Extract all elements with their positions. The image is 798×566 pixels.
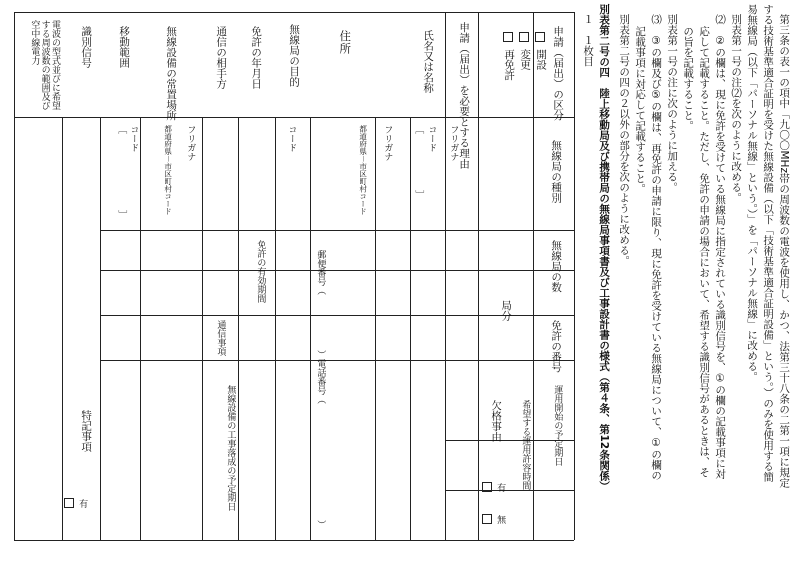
checkbox-special-yes[interactable] [64,498,74,508]
address-code: 都道府県－市区町村コード [358,125,368,215]
header-line-10: 記載事項に対応して記載すること。 [634,26,647,194]
disqualification-yes[interactable] [482,476,506,495]
header-line-13: １ １枚目 [582,14,595,67]
header-line-5: ⑵ ②の欄は、現に免許を受けている無線局に指定されている識別信号を、①の欄の記載事項に対 [714,14,727,479]
disqualification-no[interactable] [482,508,506,527]
category-renew-label: 再免許 [503,49,516,81]
license-number-header: 免許の番号 [550,320,563,373]
special-notes-yes[interactable] [64,492,88,511]
disq-no-label: 無 [497,516,507,526]
category-option-renew[interactable] [503,26,517,81]
power-header: 電波の型式並びに希望する周波数の範囲及び空中線電力 [29,20,60,110]
move-range-header: 移動範囲 [118,26,131,68]
header-line-9: ⑶ ③の欄及び⑤の欄は、再免許の申請に限り、現に免許を受けている無線局について、①の欄の [650,14,663,481]
address-furigana: フリガナ [382,125,393,161]
special-notes-header: 特記事項 [80,410,93,452]
header-line-11: 別表第二号の四の２以外の部分を次のように改める。 [618,14,631,266]
name-furigana: フリガナ [448,125,459,161]
move-range-bracket-close: ］ [116,210,127,219]
checkbox-disq-yes[interactable] [482,482,492,492]
checkbox-change[interactable] [519,32,529,42]
purpose-header: 無線局の目的 [288,24,301,87]
category-option-open[interactable] [535,26,549,70]
comm-partner-header: 通信の相手方 [215,26,228,89]
header-line-12: 別表第二号の四 陸上移動局及び携帯局の無線局事項書及び工事設計書の様式（第４条、第12条関係） [598,4,611,492]
comm-items: 通信事項 [215,320,226,356]
checkbox-disq-no[interactable] [482,514,492,524]
name-bracket-open: ［ [413,125,424,134]
station-count-header: 無線局の数 [550,240,563,293]
reason-header: 申請（届出）を必要とする理由 [458,22,471,169]
header-line-3: 易無線局（以下「パーソナル無線」という。）」を「パーソナル無線」に改める。 [746,4,759,382]
name-code: コード [426,125,437,152]
operation-start-header: 運用開始の予定期日 [552,385,563,466]
header-line-7: の旨を記載すること。 [682,26,695,131]
station-type-header: 無線局の種別 [550,140,563,203]
category-short: 局分 [500,300,513,321]
application-category-header: 申請（届出）の区分 [552,26,565,121]
disqualification-header: 欠格事由 [490,400,503,442]
special-yes-label: 有 [79,500,89,510]
header-line-4: 別表第一号の注⑵を次のように改める。 [730,14,743,203]
purpose-code: コード [286,125,297,152]
license-validity: 免許の有効期間 [255,240,266,303]
name-bracket-close: ］ [413,190,424,199]
install-address-code: 都道府県－市区町村コード [163,125,173,215]
category-option-change[interactable] [519,26,533,70]
license-date-header: 免許の年月日 [250,26,263,89]
disq-yes-label: 有 [497,484,507,494]
checkbox-renew[interactable] [503,32,513,42]
checkbox-open[interactable] [535,32,545,42]
address-postal: 郵便番号（ [315,250,326,295]
category-change-label: 変更 [519,49,532,70]
install-place-header: 無線設備の常置場所 [165,26,178,121]
header-line-8: 別表第一号の注に次のように加える。 [666,14,679,193]
header-line-1: 第三条の表一の項中「九〇〇MHz帯の周波数の電波を使用し、かつ、法第三十八条の二第一項に規定 [778,14,791,488]
category-open-label: 開設 [535,49,548,70]
header-line-6: 応して記載すること。ただし、免許の申請の場合において、希望する識別信号があるときは、そ [698,26,711,478]
move-range-bracket-open: ［ [116,125,127,134]
address-phone: ）電話番号（ [315,350,326,404]
install-furigana: フリガナ [185,125,196,161]
desired-hours-header: 希望する運用許容時間 [520,400,531,490]
move-range-code: コード [128,125,139,152]
address-header: 住所 [338,30,353,55]
header-line-2: する技術基準適合証明を受けた無線設備（以下「技術基準適合証明設備」という。）のみを使用する簡 [762,4,775,482]
name-header: 氏名又は名称 [422,30,435,93]
completion-date: 無線設備の工事落成の予定期日 [225,385,236,511]
call-sign-header: 識別信号 [80,26,93,68]
address-paren-close: ） [315,520,326,529]
